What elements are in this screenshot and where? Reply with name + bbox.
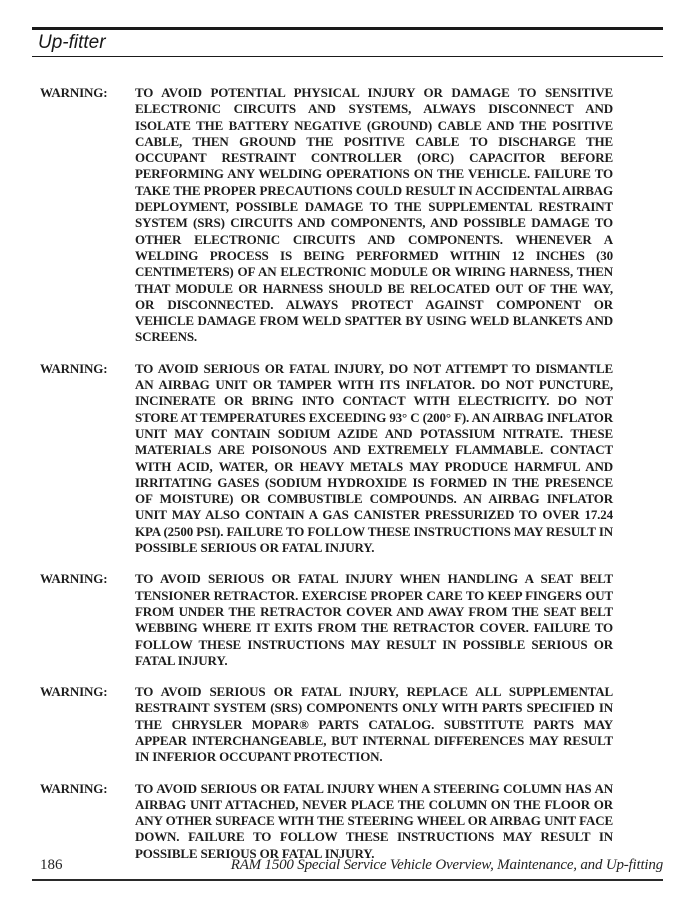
- warning-label: WARNING:: [40, 684, 108, 700]
- warning-item: [40, 361, 613, 557]
- page-number: 186: [40, 857, 63, 873]
- warning-item: [40, 684, 613, 765]
- warning-label: WARNING:: [40, 571, 108, 587]
- warning-text: TO AVOID SERIOUS OR FATAL INJURY WHEN A STEERING COLUMN HAS AN AIRBAG UNIT ATTACHED, NEVER PLACE THE COLUMN ON THE FLOOR OR ANY OTHER SURFACE WITH THE STEERING WHEEL OR AIRBAG UNIT FACE DOWN. FAILURE TO FOLLOW THESE INSTRUCTIONS MAY RESULT IN POSSIBLE SERIOUS OR FATAL INJURY.: [135, 780, 613, 861]
- page-title: Up-fitter: [38, 32, 106, 53]
- warning-item: [40, 571, 613, 669]
- warning-label: WARNING:: [40, 85, 108, 100]
- footer-title: RAM 1500 Special Service Vehicle Overview, Maintenance, and Up-fitting: [230, 857, 663, 873]
- page-footer: [32, 857, 663, 874]
- warning-text: TO AVOID POTENTIAL PHYSICAL INJURY OR DAMAGE TO SENSITIVE ELECTRONIC CIRCUITS AND SYSTEMS, ALWAYS DISCONNECT AND ISOLATE THE BATTERY NEGATIVE (GROUND) CABLE AND THE POSITIVE CABLE, THEN GROUND THE POSITIVE CABLE TO DISCHARGE THE OCCUPANT RESTRAINT CONTROLLER (ORC) CAPACITOR BEFORE PERFORMING ANY WELDING OPERATIONS ON THE VEHICLE. FAILURE TO TAKE THE PROPER PRECAUTIONS COULD RESULT IN ACCIDENTAL AIRBAG DEPLOYMENT, POSSIBLE DAMAGE TO THE SUPPLEMENTAL RESTRAINT SYSTEM (SRS) CIRCUITS AND COMPONENTS, AND POSSIBLE DAMAGE TO OTHER ELECTRONIC CIRCUITS AND COMPONENTS. WHENEVER A WELDING PROCESS IS BEING PERFORMED WITHIN 12 INCHES (30 CENTIMETERS) OF AN ELECTRONIC MODULE OR WIRING HARNESS, THEN THAT MODULE OR HARNESS SHOULD BE RELOCATED OUT OF THE WAY, OR DISCONNECTED. ALWAYS PROTECT AGAINST COMPONENT OR VEHICLE DAMAGE FROM WELD SPATTER BY USING WELD BLANKETS AND SCREENS.: [135, 85, 613, 345]
- warning-text: TO AVOID SERIOUS OR FATAL INJURY, DO NOT ATTEMPT TO DISMANTLE AN AIRBAG UNIT OR TAMPER WITH ITS INFLATOR. DO NOT PUNCTURE, INCINERATE OR BRING INTO CONTACT WITH ELECTRICITY. DO NOT STORE AT TEMPERATURES EXCEEDING 93° C (200° F). AN AIRBAG INFLATOR UNIT MAY CONTAIN SODIUM AZIDE AND POTASSIUM NITRATE. THESE MATERIALS ARE POISONOUS AND EXTREMELY FLAMMABLE. CONTACT WITH ACID, WATER, OR HEAVY METALS MAY PRODUCE HARMFUL AND IRRITATING GASES (SODIUM HYDROXIDE IS FORMED IN THE PRESENCE OF MOISTURE) OR COMBUSTIBLE COMPOUNDS. AN AIRBAG INFLATOR UNIT MAY ALSO CONTAIN A GAS CANISTER PRESSURIZED TO OVER 17.24 KPA (2500 PSI). FAILURE TO FOLLOW THESE INSTRUCTIONS MAY RESULT IN POSSIBLE SERIOUS OR FATAL INJURY.: [135, 360, 613, 556]
- footer-rule: [32, 879, 663, 881]
- warning-label: WARNING:: [40, 780, 108, 796]
- warning-text: TO AVOID SERIOUS OR FATAL INJURY WHEN HANDLING A SEAT BELT TENSIONER RETRACTOR. EXERCISE PROPER CARE TO KEEP FINGERS OUT FROM UNDER THE RETRACTOR COVER AND AWAY FROM THE SEAT BELT WEBBING WHERE IT EXITS FROM THE RETRACTOR COVER. FAILURE TO FOLLOW THESE INSTRUCTIONS MAY RESULT IN POSSIBLE SERIOUS OR FATAL INJURY.: [135, 571, 613, 668]
- warnings-section: [32, 57, 663, 862]
- warning-text: TO AVOID SERIOUS OR FATAL INJURY, REPLACE ALL SUPPLEMENTAL RESTRAINT SYSTEM (SRS) COMPONENTS ONLY WITH PARTS SPECIFIED IN THE CHRYSLER MOPAR® PARTS CATALOG. SUBSTITUTE PARTS MAY APPEAR INTERCHANGEABLE, BUT INTERNAL DIFFERENCES MAY RESULT IN INFERIOR OCCUPANT PROTECTION.: [135, 684, 613, 765]
- warning-item: [40, 85, 613, 346]
- warning-item: [40, 781, 613, 862]
- warning-label: WARNING:: [40, 360, 108, 376]
